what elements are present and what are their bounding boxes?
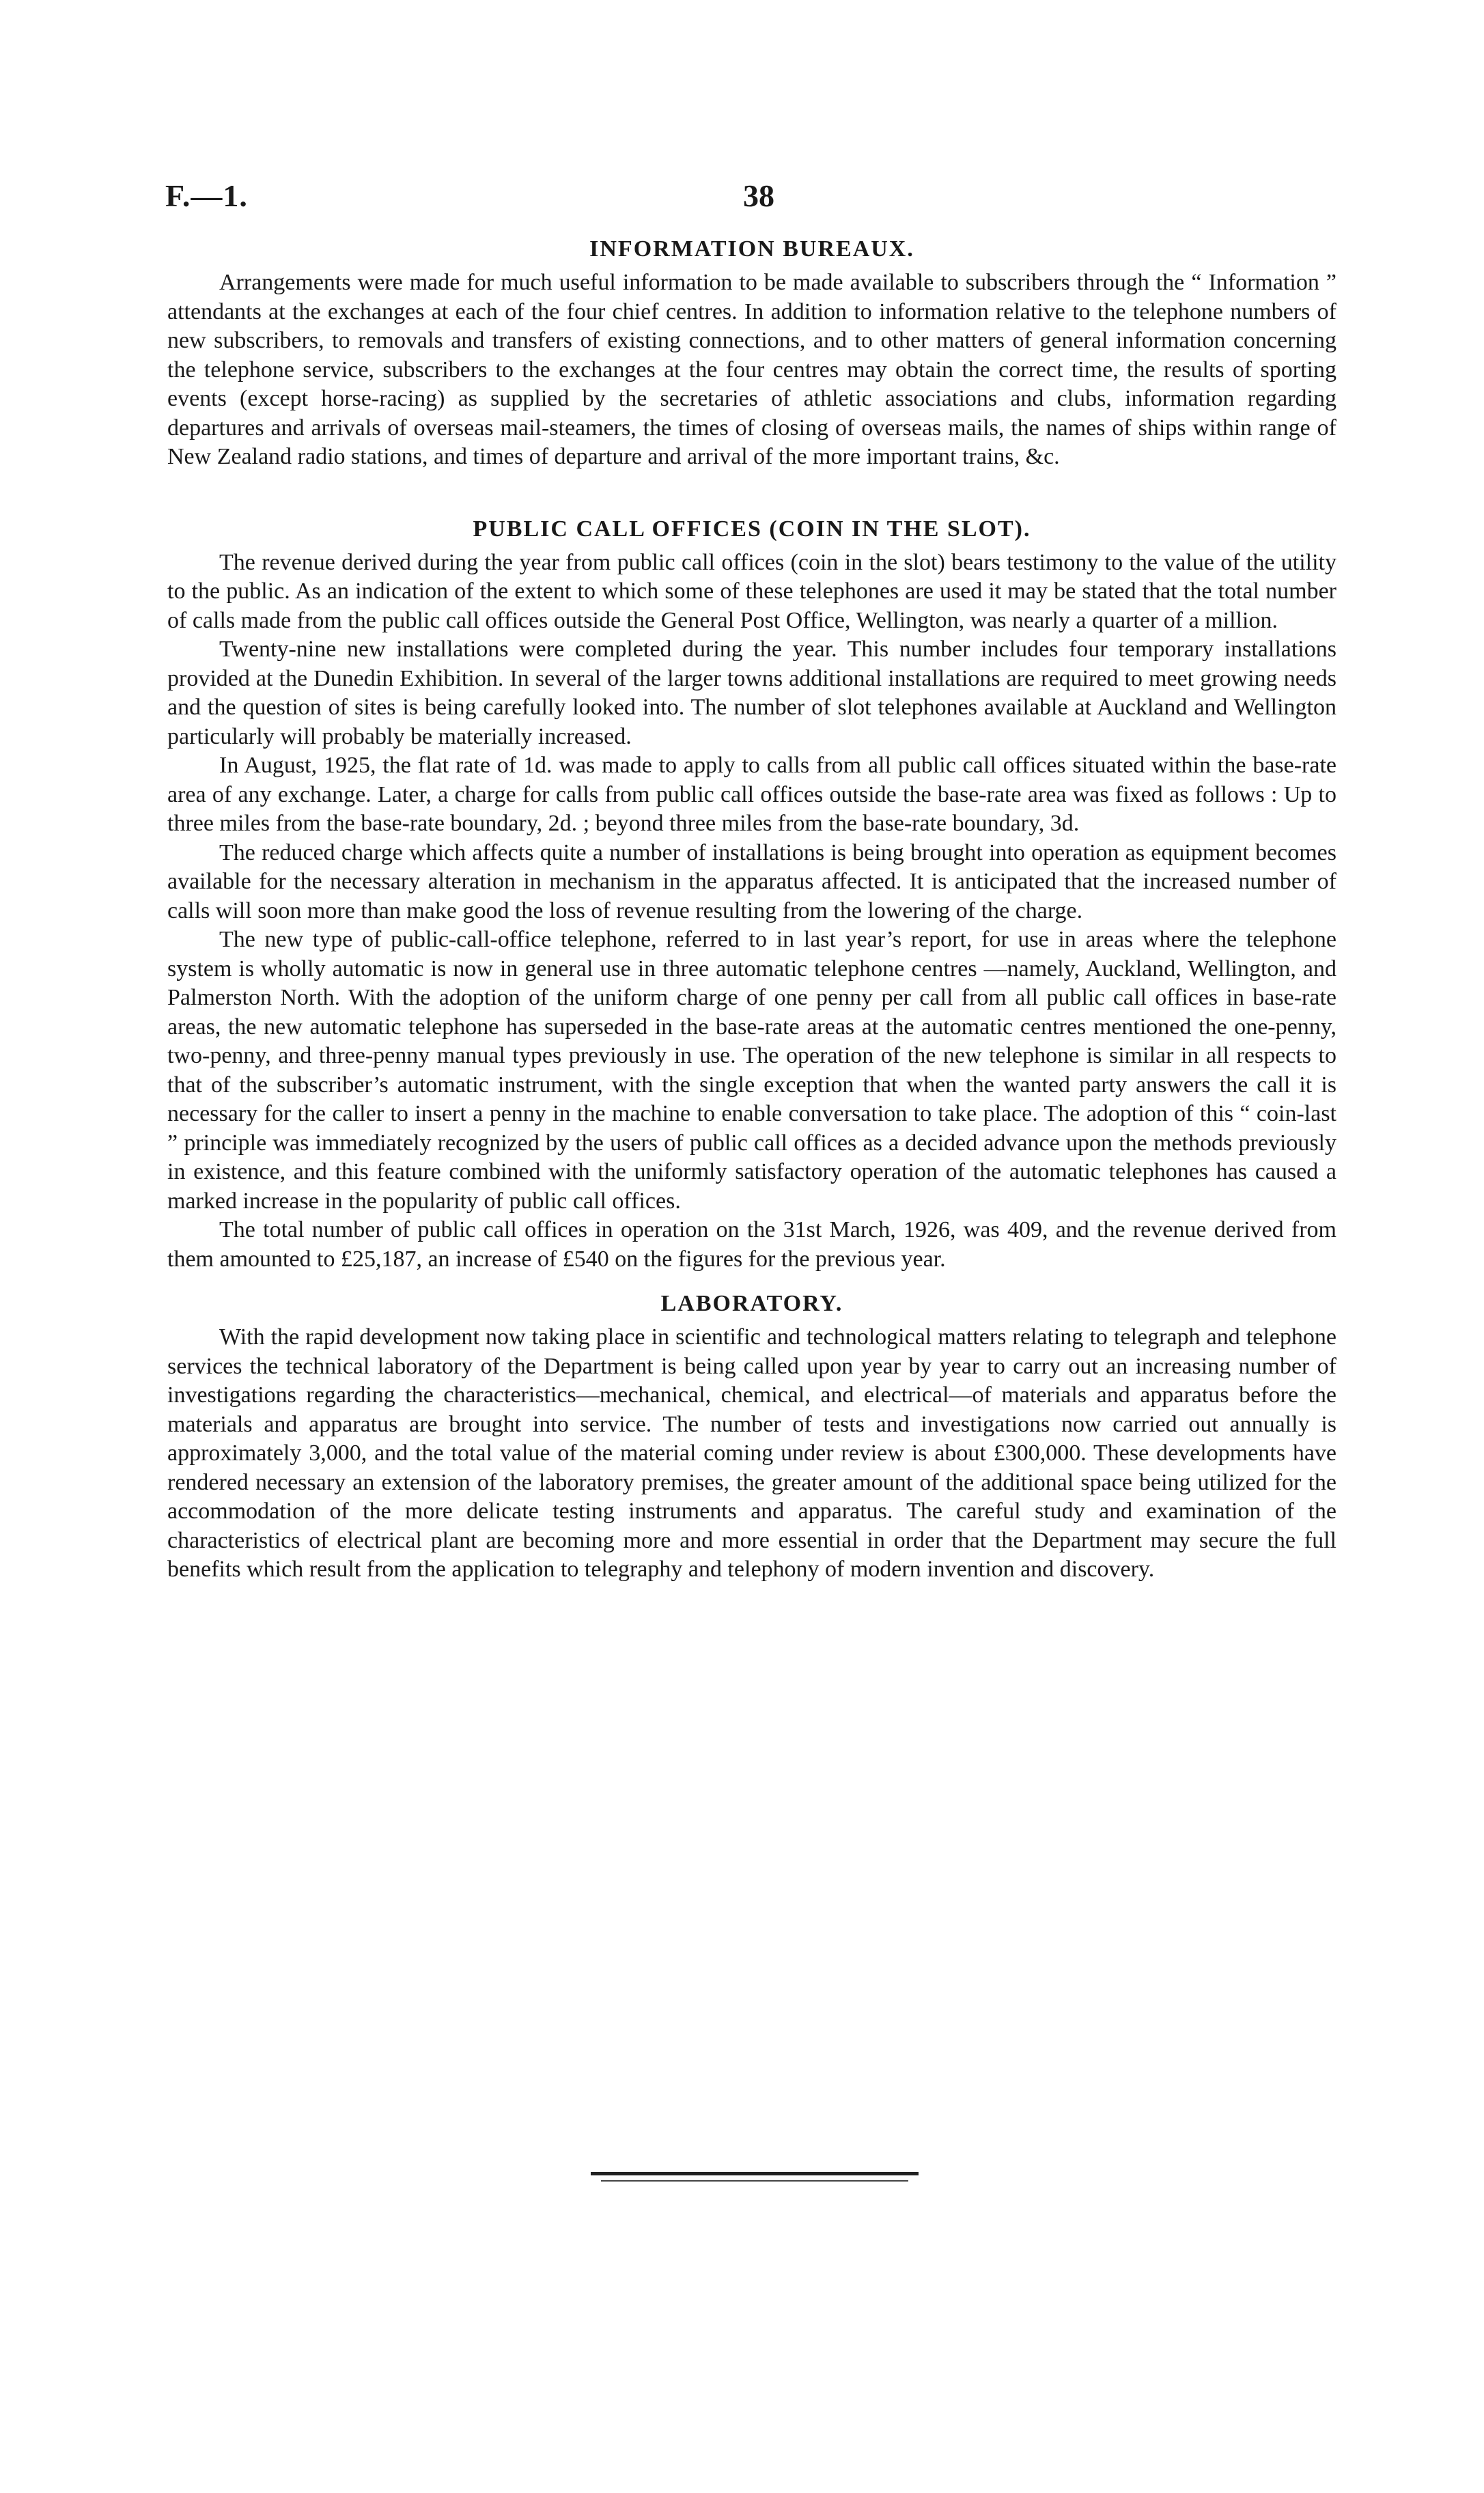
paragraph: The revenue derived during the year from public call offices (coin in the slot) bears testimony to the value of the utility to the public. As an indication of the extent to which some of these telephones are used it may be stated that the total number of calls made from the public call offices outside the General Post Office, Wellington, was nearly a quarter of a million. bbox=[167, 549, 1336, 633]
section-heading: LABORATORY. bbox=[660, 1291, 843, 1316]
closing-rule bbox=[591, 2172, 919, 2175]
paragraph: The total number of public call offices in operation on the 31st March, 1926, was 409, and the revenue derived from them amounted to £25,187, an increase of £540 on the figures for the previous year. bbox=[167, 1217, 1336, 1272]
section-laboratory bbox=[167, 1290, 1336, 1585]
closing-rule-thin bbox=[601, 2180, 908, 2182]
paragraph: With the rapid development now taking place in scientific and technological matters relating to telegraph and telephone services the technical laboratory of the Department is being called upon year by year to carry out an increasing number of investigations regarding the characteristics—mechanical, chemical, and electrical—of materials and apparatus before the materials and apparatus are brought into service. The number of tests and investigations now carried out annually is approximately 3,000, and the total value of the material coming under review is about £300,000. These developments have rendered necessary an extension of the laboratory premises, the greater amount of the additional space being utilized for the accommodation of the more delicate testing instruments and apparatus. The careful study and examination of the characteristics of electrical plant are becoming more and more essential in order that the Department may secure the full benefits which result from the application to telegraphy and telephony of modern invention and discovery. bbox=[167, 1324, 1336, 1582]
section-spacer bbox=[167, 472, 1336, 516]
page-content bbox=[167, 236, 1336, 1585]
section-heading: PUBLIC CALL OFFICES (COIN IN THE SLOT). bbox=[473, 516, 1031, 542]
paragraph: Twenty-nine new installations were completed during the year. This number includes four temporary installations provided at the Dunedin Exhibition. In several of the larger towns additional installations are required to meet growing needs and the question of sites is being carefully looked into. The number of slot telephones available at Auckland and Wellington particularly will probably be materially increased. bbox=[167, 637, 1336, 749]
section-public-call-offices bbox=[167, 516, 1336, 1275]
document-reference: F.—1. bbox=[165, 178, 248, 213]
paragraph: The reduced charge which affects quite a number of installations is being brought into operation as equipment becomes available for the necessary alteration in mechanism in the apparatus affected. It is anticipated that the increased number of calls will soon more than make good the loss of revenue resulting from the lowering of the charge. bbox=[167, 839, 1336, 923]
section-spacer bbox=[167, 1274, 1336, 1290]
section-heading: INFORMATION BUREAUX. bbox=[589, 236, 914, 262]
page-number: 38 bbox=[743, 178, 774, 213]
paragraph: The new type of public-call-office telephone, referred to in last year’s report, for use in areas where the telephone system is wholly automatic is now in general use in three automatic telephone centres —namely, Auckland, Wellington, and Palmerston North. With the adoption of the uniform charge of one penny per call from all public call offices in base-rate areas, the new automatic telephone has superseded in the base-rate areas at the automatic centres mentioned the one-penny, two-penny, and three-penny manual types previously in use. The operation of the new telephone is similar in all respects to that of the subscriber’s automatic instrument, with the single exception that when the wanted party answers the call it is necessary for the caller to insert a penny in the machine to enable conversation to take place. The adoption of this “ coin-last ” principle was immediately recognized by the users of public call offices as a decided advance upon the methods previously in existence, and this feature combined with the uniformly satisfactory operation of the automatic telephones has caused a marked increase in the popularity of public call offices. bbox=[167, 927, 1336, 1214]
paragraph: Arrangements were made for much useful information to be made available to subscribers through the “ Information ” attendants at the exchanges at each of the four chief centres. In addition to information relative to the telephone numbers of new subscribers, to removals and transfers of existing connections, and to other matters of general information concerning the telephone service, subscribers to the exchanges at the four centres may obtain the correct time, the results of sporting events (except horse-racing) as supplied by the secretaries of athletic associations and clubs, information regarding departures and arrivals of overseas mail-steamers, the times of closing of overseas mails, the names of ships within range of New Zealand radio stations, and times of departure and arrival of the more important trains, &c. bbox=[167, 270, 1336, 469]
paragraph: In August, 1925, the flat rate of 1d. was made to apply to calls from all public call offices situated within the base-rate area of any exchange. Later, a charge for calls from public call offices outside the base-rate area was fixed as follows : Up to three miles from the base-rate boundary, 2d. ; beyond three miles from the base-rate boundary, 3d. bbox=[167, 753, 1336, 836]
section-information-bureaux bbox=[167, 236, 1336, 472]
